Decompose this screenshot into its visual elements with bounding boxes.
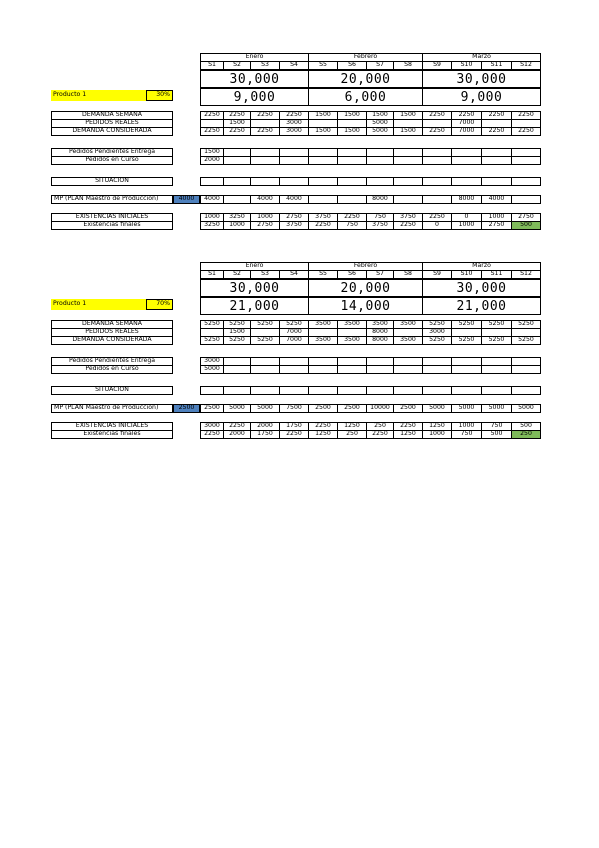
mp-cell[interactable]: 5000 — [250, 404, 280, 413]
situacion-cell[interactable] — [200, 386, 224, 395]
existencias-iniciales-cell[interactable]: 750 — [481, 422, 512, 431]
existencias-iniciales-cell[interactable]: 2250 — [308, 422, 338, 431]
demanda-semana-cell[interactable]: 2250 — [279, 111, 309, 120]
month-header[interactable]: Marzo — [422, 53, 541, 62]
demanda-considerada-cell[interactable]: 2250 — [250, 127, 280, 136]
pedidos-reales-cell[interactable]: 3000 — [279, 119, 309, 128]
mp-cell[interactable]: 5000 — [451, 404, 482, 413]
existencias-finales-cell[interactable]: 750 — [451, 430, 482, 439]
month-adjusted-total[interactable]: 21,000 — [422, 297, 541, 315]
existencias-finales-cell[interactable]: 3750 — [279, 221, 309, 230]
situacion-cell[interactable] — [422, 177, 452, 186]
demanda-considerada-cell[interactable]: 2250 — [223, 127, 251, 136]
demanda-semana-cell[interactable]: 3500 — [337, 320, 367, 329]
mp-cell[interactable] — [337, 195, 367, 204]
mp-cell[interactable]: 4000 — [481, 195, 512, 204]
pedidos-pendientes-cell[interactable]: 3000 — [200, 357, 224, 366]
pedidos-curso-cell[interactable] — [481, 156, 512, 165]
pedidos-pendientes-cell[interactable]: 1500 — [200, 148, 224, 157]
situacion-cell[interactable] — [511, 386, 541, 395]
existencias-finales-cell[interactable]: 2750 — [250, 221, 280, 230]
pedidos-curso-label[interactable]: Pedidos en Curso — [51, 365, 173, 374]
demanda-considerada-cell[interactable]: 5250 — [422, 336, 452, 345]
demanda-considerada-cell[interactable]: 3500 — [308, 336, 338, 345]
week-header[interactable]: S7 — [366, 270, 394, 279]
week-header[interactable]: S1 — [200, 61, 224, 70]
existencias-finales-cell[interactable]: 3250 — [200, 221, 224, 230]
pedidos-curso-cell[interactable] — [308, 365, 338, 374]
existencias-finales-cell[interactable]: 2250 — [279, 430, 309, 439]
existencias-iniciales-cell[interactable]: 3000 — [200, 422, 224, 431]
pedidos-curso-cell[interactable] — [366, 156, 394, 165]
existencias-finales-cell[interactable]: 2750 — [481, 221, 512, 230]
week-header[interactable]: S11 — [481, 270, 512, 279]
demanda-considerada-cell[interactable]: 2250 — [481, 127, 512, 136]
month-total[interactable]: 30,000 — [200, 70, 309, 88]
pedidos-curso-cell[interactable]: 2000 — [200, 156, 224, 165]
week-header[interactable]: S12 — [511, 61, 541, 70]
pedidos-curso-cell[interactable] — [337, 156, 367, 165]
existencias-finales-cell[interactable]: 1000 — [422, 430, 452, 439]
existencias-finales-cell[interactable]: 2250 — [308, 221, 338, 230]
existencias-iniciales-cell[interactable]: 2750 — [511, 213, 541, 222]
product-label[interactable]: Producto 1 — [51, 299, 146, 310]
month-total[interactable]: 30,000 — [200, 279, 309, 297]
month-total[interactable]: 20,000 — [308, 70, 423, 88]
demanda-considerada-cell[interactable]: 2250 — [511, 127, 541, 136]
pedidos-curso-label[interactable]: Pedidos en Curso — [51, 156, 173, 165]
demanda-considerada-cell[interactable]: 8000 — [366, 336, 394, 345]
mp-cell[interactable]: 8000 — [366, 195, 394, 204]
situacion-label[interactable]: SITUACION — [51, 177, 173, 186]
pedidos-curso-cell[interactable] — [279, 156, 309, 165]
demanda-considerada-cell[interactable]: 3000 — [279, 127, 309, 136]
demanda-semana-cell[interactable]: 2250 — [250, 111, 280, 120]
month-total[interactable]: 30,000 — [422, 279, 541, 297]
pedidos-pendientes-label[interactable]: Pedidos Pendientes Entrega — [51, 357, 173, 366]
pedidos-curso-cell[interactable] — [250, 365, 280, 374]
month-header[interactable]: Enero — [200, 53, 309, 62]
existencias-finales-label[interactable]: Existencias finales — [51, 430, 173, 439]
situacion-cell[interactable] — [481, 177, 512, 186]
demanda-considerada-cell[interactable]: 5250 — [223, 336, 251, 345]
existencias-finales-cell[interactable]: 2250 — [200, 430, 224, 439]
situacion-cell[interactable] — [393, 386, 423, 395]
product-label[interactable]: Producto 1 — [51, 90, 146, 101]
pedidos-curso-cell[interactable] — [393, 156, 423, 165]
week-header[interactable]: S2 — [223, 61, 251, 70]
situacion-cell[interactable] — [279, 386, 309, 395]
existencias-iniciales-cell[interactable]: 1000 — [481, 213, 512, 222]
existencias-finales-cell[interactable]: 500 — [481, 430, 512, 439]
mp-cell[interactable] — [393, 195, 423, 204]
demanda-semana-label[interactable]: DEMANDA SEMANA — [51, 111, 173, 120]
demanda-semana-cell[interactable]: 5250 — [200, 320, 224, 329]
situacion-cell[interactable] — [451, 177, 482, 186]
demanda-considerada-label[interactable]: DEMANDA CONSIDERADA — [51, 127, 173, 136]
week-header[interactable]: S5 — [308, 270, 338, 279]
mp-cell[interactable]: 4000 — [200, 195, 224, 204]
demanda-semana-cell[interactable]: 2250 — [200, 111, 224, 120]
mp-cell[interactable]: 5000 — [223, 404, 251, 413]
existencias-iniciales-label[interactable]: EXISTENCIAS INICIALES — [51, 422, 173, 431]
existencias-iniciales-cell[interactable]: 3750 — [308, 213, 338, 222]
pedidos-curso-cell[interactable] — [422, 156, 452, 165]
pedidos-curso-cell[interactable] — [337, 365, 367, 374]
demanda-considerada-cell[interactable]: 7000 — [451, 127, 482, 136]
pedidos-reales-label[interactable]: PEDIDOS REALES — [51, 328, 173, 337]
existencias-iniciales-cell[interactable]: 0 — [451, 213, 482, 222]
mp-value[interactable]: 2500 — [173, 404, 200, 413]
existencias-finales-cell[interactable]: 0 — [422, 221, 452, 230]
existencias-finales-cell[interactable]: 250 — [337, 430, 367, 439]
week-header[interactable]: S5 — [308, 61, 338, 70]
situacion-cell[interactable] — [337, 386, 367, 395]
situacion-cell[interactable] — [422, 386, 452, 395]
situacion-cell[interactable] — [451, 386, 482, 395]
existencias-finales-cell[interactable]: 2250 — [393, 221, 423, 230]
week-header[interactable]: S3 — [250, 270, 280, 279]
mp-cell[interactable]: 2500 — [200, 404, 224, 413]
existencias-finales-cell[interactable]: 1250 — [393, 430, 423, 439]
existencias-iniciales-cell[interactable]: 1750 — [279, 422, 309, 431]
demanda-considerada-cell[interactable]: 2250 — [200, 127, 224, 136]
week-header[interactable]: S7 — [366, 61, 394, 70]
existencias-iniciales-cell[interactable]: 750 — [366, 213, 394, 222]
demanda-considerada-cell[interactable]: 5250 — [200, 336, 224, 345]
week-header[interactable]: S10 — [451, 270, 482, 279]
month-header[interactable]: Marzo — [422, 262, 541, 271]
demanda-considerada-cell[interactable]: 3500 — [393, 336, 423, 345]
week-header[interactable]: S1 — [200, 270, 224, 279]
existencias-iniciales-cell[interactable]: 1000 — [250, 213, 280, 222]
demanda-considerada-cell[interactable]: 5250 — [250, 336, 280, 345]
month-adjusted-total[interactable]: 6,000 — [308, 88, 423, 106]
demanda-semana-cell[interactable]: 1500 — [366, 111, 394, 120]
product-percent[interactable]: 70% — [146, 299, 173, 310]
situacion-cell[interactable] — [250, 386, 280, 395]
mp-cell[interactable] — [511, 195, 541, 204]
pedidos-reales-cell[interactable]: 7000 — [451, 119, 482, 128]
demanda-considerada-label[interactable]: DEMANDA CONSIDERADA — [51, 336, 173, 345]
pedidos-reales-label[interactable]: PEDIDOS REALES — [51, 119, 173, 128]
week-header[interactable]: S9 — [422, 270, 452, 279]
pedidos-curso-cell[interactable] — [279, 365, 309, 374]
demanda-considerada-cell[interactable]: 1500 — [337, 127, 367, 136]
mp-cell[interactable]: 10000 — [366, 404, 394, 413]
pedidos-reales-cell[interactable]: 3000 — [422, 328, 452, 337]
week-header[interactable]: S3 — [250, 61, 280, 70]
pedidos-curso-cell[interactable] — [481, 365, 512, 374]
existencias-iniciales-cell[interactable]: 1250 — [337, 422, 367, 431]
mp-cell[interactable]: 2500 — [308, 404, 338, 413]
demanda-semana-cell[interactable]: 2250 — [451, 111, 482, 120]
pedidos-reales-cell[interactable]: 8000 — [366, 328, 394, 337]
existencias-finales-cell[interactable]: 2000 — [223, 430, 251, 439]
demanda-considerada-cell[interactable]: 2250 — [422, 127, 452, 136]
demanda-semana-cell[interactable]: 2250 — [223, 111, 251, 120]
demanda-semana-cell[interactable]: 5250 — [481, 320, 512, 329]
week-header[interactable]: S8 — [393, 61, 423, 70]
mp-cell[interactable] — [223, 195, 251, 204]
situacion-cell[interactable] — [511, 177, 541, 186]
existencias-iniciales-cell[interactable]: 3250 — [223, 213, 251, 222]
situacion-cell[interactable] — [279, 177, 309, 186]
mp-cell[interactable]: 4000 — [279, 195, 309, 204]
existencias-finales-cell[interactable]: 250 — [511, 430, 541, 439]
situacion-cell[interactable] — [223, 177, 251, 186]
demanda-semana-cell[interactable]: 1500 — [308, 111, 338, 120]
situacion-cell[interactable] — [337, 177, 367, 186]
pedidos-curso-cell[interactable] — [366, 365, 394, 374]
demanda-considerada-cell[interactable]: 3500 — [337, 336, 367, 345]
situacion-cell[interactable] — [366, 386, 394, 395]
pedidos-curso-cell[interactable] — [511, 156, 541, 165]
mp-cell[interactable]: 5000 — [481, 404, 512, 413]
month-adjusted-total[interactable]: 9,000 — [200, 88, 309, 106]
demanda-semana-cell[interactable]: 2250 — [511, 111, 541, 120]
week-header[interactable]: S8 — [393, 270, 423, 279]
month-header[interactable]: Febrero — [308, 262, 423, 271]
pedidos-reales-cell[interactable]: 7000 — [279, 328, 309, 337]
situacion-cell[interactable] — [366, 177, 394, 186]
pedidos-curso-cell[interactable] — [422, 365, 452, 374]
existencias-iniciales-cell[interactable]: 1000 — [200, 213, 224, 222]
existencias-finales-label[interactable]: Existencias finales — [51, 221, 173, 230]
demanda-semana-cell[interactable]: 5250 — [422, 320, 452, 329]
existencias-finales-cell[interactable]: 1750 — [250, 430, 280, 439]
month-adjusted-total[interactable]: 9,000 — [422, 88, 541, 106]
pedidos-reales-cell[interactable]: 1500 — [223, 328, 251, 337]
week-header[interactable]: S6 — [337, 61, 367, 70]
situacion-cell[interactable] — [308, 177, 338, 186]
situacion-cell[interactable] — [200, 177, 224, 186]
demanda-semana-cell[interactable]: 1500 — [393, 111, 423, 120]
situacion-cell[interactable] — [308, 386, 338, 395]
demanda-semana-cell[interactable]: 5250 — [451, 320, 482, 329]
existencias-iniciales-cell[interactable]: 2000 — [250, 422, 280, 431]
existencias-finales-cell[interactable]: 2250 — [366, 430, 394, 439]
mp-cell[interactable]: 4000 — [250, 195, 280, 204]
month-total[interactable]: 30,000 — [422, 70, 541, 88]
existencias-iniciales-cell[interactable]: 2250 — [337, 213, 367, 222]
existencias-finales-cell[interactable]: 750 — [337, 221, 367, 230]
existencias-iniciales-cell[interactable]: 2250 — [223, 422, 251, 431]
pedidos-curso-cell[interactable] — [451, 365, 482, 374]
demanda-considerada-cell[interactable]: 5250 — [481, 336, 512, 345]
existencias-iniciales-label[interactable]: EXISTENCIAS INICIALES — [51, 213, 173, 222]
mp-cell[interactable]: 2500 — [393, 404, 423, 413]
demanda-considerada-cell[interactable]: 1500 — [308, 127, 338, 136]
demanda-semana-cell[interactable]: 5250 — [511, 320, 541, 329]
situacion-cell[interactable] — [393, 177, 423, 186]
week-header[interactable]: S9 — [422, 61, 452, 70]
situacion-cell[interactable] — [223, 386, 251, 395]
situacion-cell[interactable] — [250, 177, 280, 186]
existencias-finales-cell[interactable]: 1000 — [451, 221, 482, 230]
week-header[interactable]: S2 — [223, 270, 251, 279]
demanda-considerada-cell[interactable]: 1500 — [393, 127, 423, 136]
mp-cell[interactable] — [308, 195, 338, 204]
week-header[interactable]: S4 — [279, 270, 309, 279]
week-header[interactable]: S11 — [481, 61, 512, 70]
pedidos-curso-cell[interactable] — [451, 156, 482, 165]
existencias-iniciales-cell[interactable]: 2250 — [393, 422, 423, 431]
pedidos-curso-cell[interactable] — [223, 156, 251, 165]
pedidos-curso-cell[interactable] — [393, 365, 423, 374]
pedidos-curso-cell[interactable] — [308, 156, 338, 165]
existencias-finales-cell[interactable]: 1000 — [223, 221, 251, 230]
demanda-considerada-cell[interactable]: 5000 — [366, 127, 394, 136]
mp-cell[interactable]: 7500 — [279, 404, 309, 413]
week-header[interactable]: S6 — [337, 270, 367, 279]
mp-cell[interactable]: 5000 — [511, 404, 541, 413]
situacion-cell[interactable] — [481, 386, 512, 395]
demanda-considerada-cell[interactable]: 7000 — [279, 336, 309, 345]
pedidos-reales-cell[interactable]: 1500 — [223, 119, 251, 128]
situacion-label[interactable]: SITUACION — [51, 386, 173, 395]
existencias-finales-cell[interactable]: 3750 — [366, 221, 394, 230]
week-header[interactable]: S4 — [279, 61, 309, 70]
week-header[interactable]: S10 — [451, 61, 482, 70]
month-adjusted-total[interactable]: 21,000 — [200, 297, 309, 315]
month-header[interactable]: Febrero — [308, 53, 423, 62]
demanda-semana-cell[interactable]: 1500 — [337, 111, 367, 120]
week-header[interactable]: S12 — [511, 270, 541, 279]
demanda-semana-cell[interactable]: 3500 — [366, 320, 394, 329]
existencias-iniciales-cell[interactable]: 250 — [366, 422, 394, 431]
existencias-finales-cell[interactable]: 500 — [511, 221, 541, 230]
existencias-iniciales-cell[interactable]: 500 — [511, 422, 541, 431]
demanda-semana-cell[interactable]: 3500 — [308, 320, 338, 329]
demanda-semana-cell[interactable]: 3500 — [393, 320, 423, 329]
mp-label[interactable]: MP (PLAN Maestro de Produccion) — [51, 404, 173, 413]
product-percent[interactable]: 30% — [146, 90, 173, 101]
demanda-considerada-cell[interactable]: 5250 — [511, 336, 541, 345]
demanda-semana-cell[interactable]: 2250 — [481, 111, 512, 120]
existencias-iniciales-cell[interactable]: 1000 — [451, 422, 482, 431]
demanda-semana-cell[interactable]: 5250 — [279, 320, 309, 329]
demanda-semana-cell[interactable]: 2250 — [422, 111, 452, 120]
existencias-iniciales-cell[interactable]: 1250 — [422, 422, 452, 431]
mp-cell[interactable] — [422, 195, 452, 204]
mp-cell[interactable]: 2500 — [337, 404, 367, 413]
pedidos-pendientes-label[interactable]: Pedidos Pendientes Entrega — [51, 148, 173, 157]
mp-label[interactable]: MP (PLAN Maestro de Produccion) — [51, 195, 173, 204]
demanda-semana-label[interactable]: DEMANDA SEMANA — [51, 320, 173, 329]
existencias-iniciales-cell[interactable]: 2750 — [279, 213, 309, 222]
existencias-finales-cell[interactable]: 1250 — [308, 430, 338, 439]
existencias-iniciales-cell[interactable]: 3750 — [393, 213, 423, 222]
mp-cell[interactable]: 5000 — [422, 404, 452, 413]
demanda-semana-cell[interactable]: 5250 — [223, 320, 251, 329]
mp-value[interactable]: 4000 — [173, 195, 200, 204]
pedidos-curso-cell[interactable] — [223, 365, 251, 374]
pedidos-curso-cell[interactable]: 5000 — [200, 365, 224, 374]
month-adjusted-total[interactable]: 14,000 — [308, 297, 423, 315]
month-header[interactable]: Enero — [200, 262, 309, 271]
pedidos-reales-cell[interactable]: 5000 — [366, 119, 394, 128]
pedidos-curso-cell[interactable] — [250, 156, 280, 165]
existencias-iniciales-cell[interactable]: 2250 — [422, 213, 452, 222]
mp-cell[interactable]: 8000 — [451, 195, 482, 204]
demanda-considerada-cell[interactable]: 5250 — [451, 336, 482, 345]
month-total[interactable]: 20,000 — [308, 279, 423, 297]
pedidos-curso-cell[interactable] — [511, 365, 541, 374]
demanda-semana-cell[interactable]: 5250 — [250, 320, 280, 329]
